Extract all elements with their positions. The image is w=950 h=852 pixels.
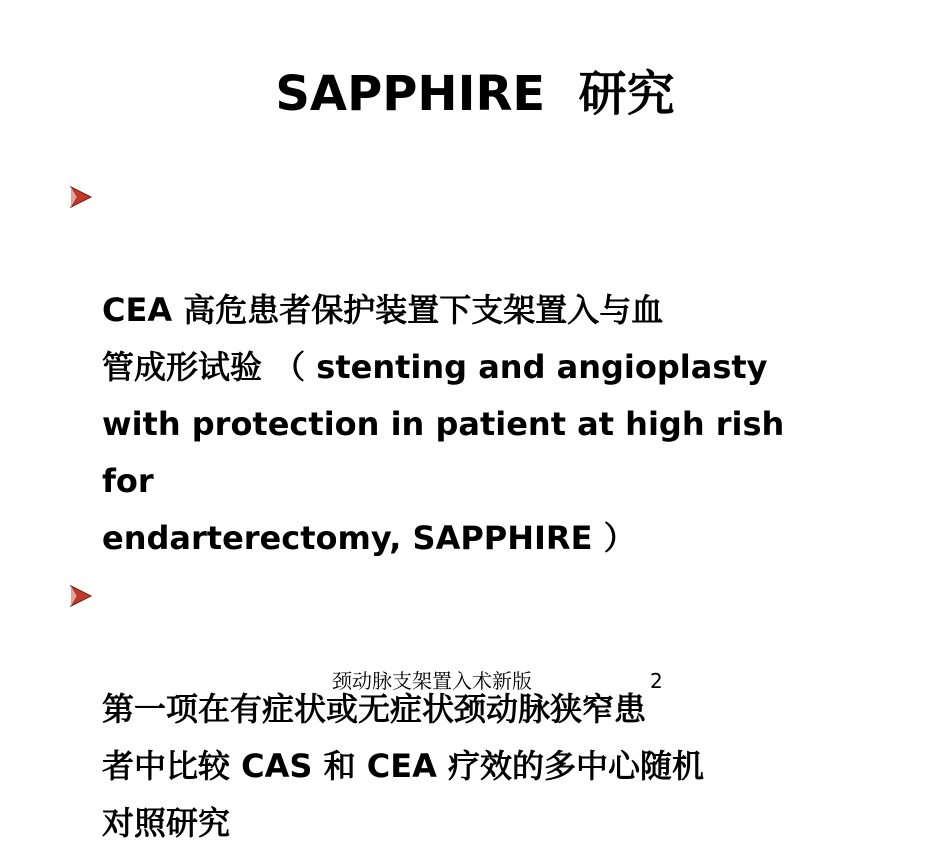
bullet-item [68,168,838,567]
bullet-list [68,168,838,852]
bullet-item [68,567,838,852]
bullet-text: 第一项在有症状或无症状颈动脉狭窄患 者中比较 CAS 和 CEA 疗效的多中心随机 对照研究 [102,690,704,842]
arrow-bullet-icon [68,583,94,609]
bullet-text: CEA 高危患者保护装置下支架置入与血 管成形试验 （ stenting and angioplasty with protection in patient at high rish for endarterectomy, SAPPHIRE ） [102,291,785,557]
page-number: 2 [650,669,663,693]
footer-text: 颈动脉支架置入术新版 [332,669,532,693]
arrow-bullet-icon [68,184,94,210]
slide-title: SAPPHIRE 研究 [275,66,675,122]
